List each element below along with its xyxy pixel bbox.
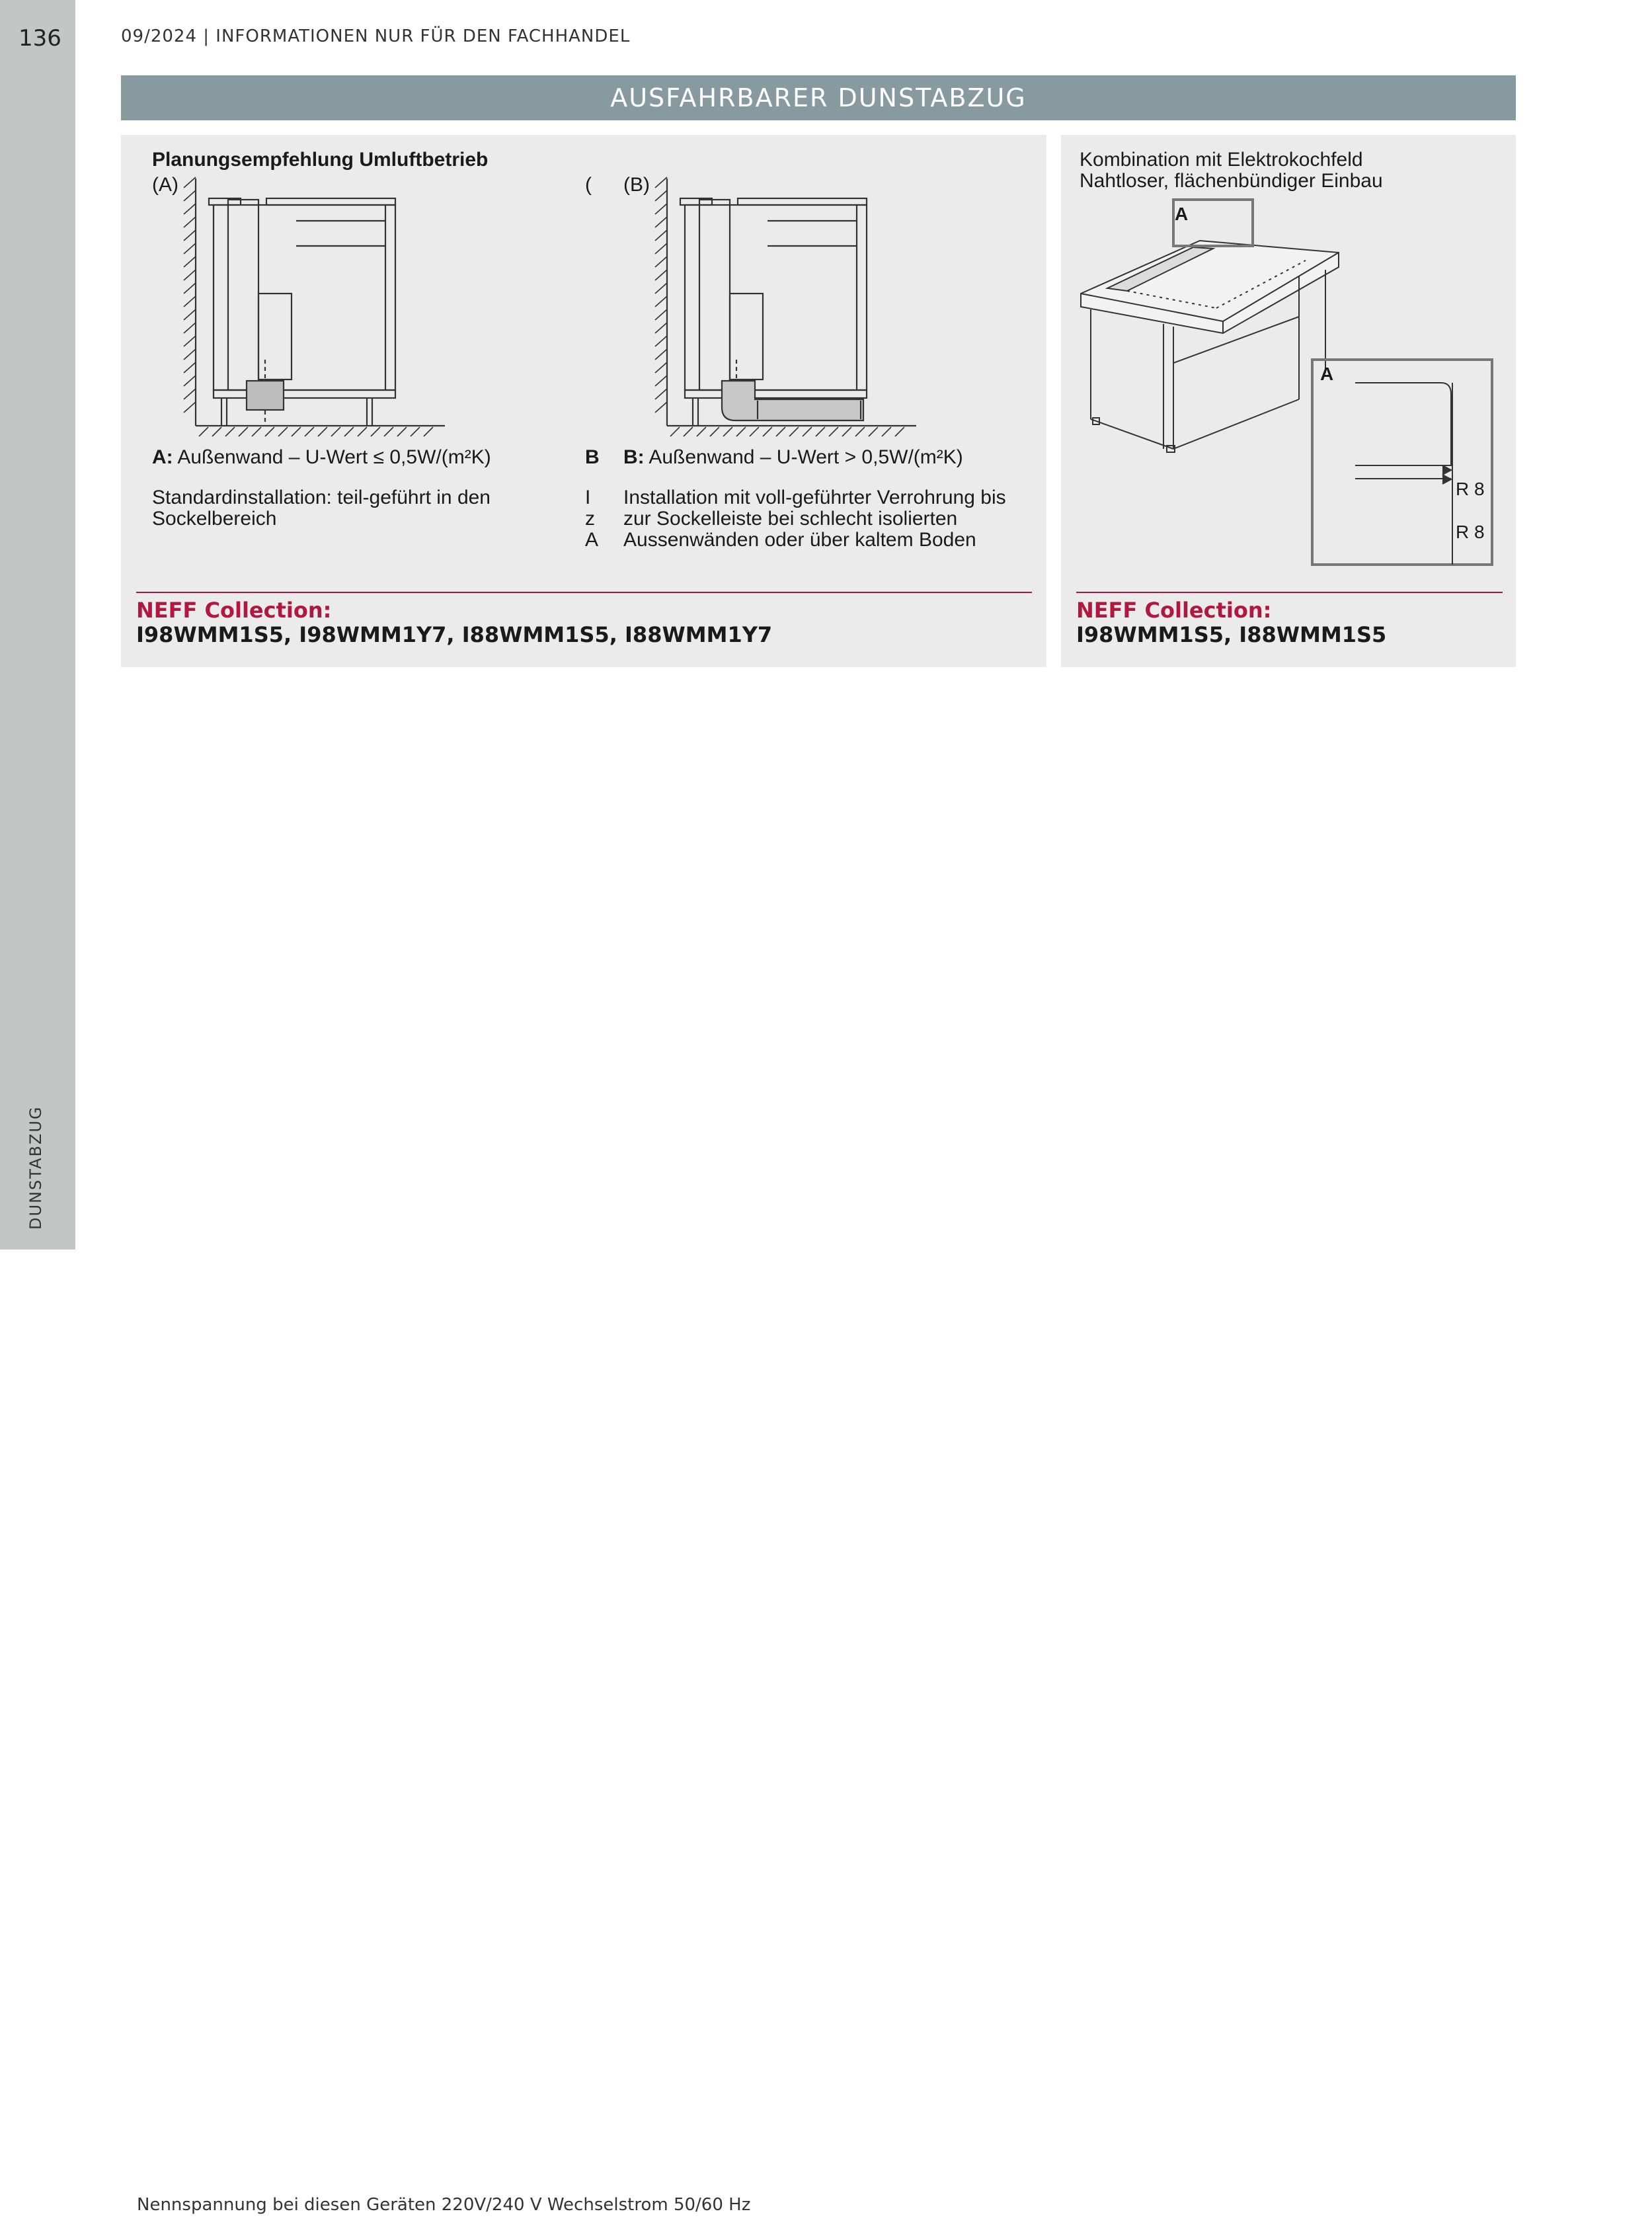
cooktop-island-drawing <box>1061 135 1516 667</box>
marker-a-top: A <box>1175 204 1189 224</box>
combination-line-1: Kombination mit Elektrokochfeld <box>1080 149 1363 171</box>
diagram-b-desc-2: zur Sockelleiste bei schlecht isolierten <box>623 508 958 530</box>
collection-label: NEFF Collection: <box>136 598 332 623</box>
side-tab <box>0 0 75 1250</box>
clipped-letter-3: z <box>585 508 595 530</box>
diagram-b-caption-key: B: <box>623 446 645 468</box>
clipped-letter-2: I <box>585 487 591 508</box>
diagram-b-caption-text: Außenwand – U-Wert > 0,5W/(m²K) <box>644 446 963 468</box>
combination-panel <box>1061 135 1516 667</box>
collection-models: I98WMM1S5, I98WMM1Y7, I88WMM1S5, I88WMM1Y7 <box>136 622 773 647</box>
combination-line-2: Nahtloser, flächenbündiger Einbau <box>1080 170 1383 192</box>
diagram-a-desc-2: Sockelbereich <box>152 508 277 530</box>
planning-heading: Planungsempfehlung Umluftbetrieb <box>152 149 489 171</box>
voltage-footnote: Nennspannung bei diesen Geräten 220V/240 V Wechselstrom 50/60 Hz <box>137 2195 751 2215</box>
clipped-letter-4: A <box>585 529 599 551</box>
section-title: AUSFAHRBARER DUNSTABZUG <box>610 83 1027 112</box>
collection-models-right: I98WMM1S5, I88WMM1S5 <box>1076 622 1387 647</box>
planning-panel <box>121 135 1046 667</box>
section-title-bar <box>121 75 1516 120</box>
diagram-a-caption-key: A: <box>152 446 173 468</box>
radius-label-2: R 8 <box>1456 522 1485 542</box>
collection-divider-right <box>1076 592 1503 593</box>
marker-a-detail: A <box>1320 364 1334 384</box>
diagram-a-desc-1: Standardinstallation: teil-geführt in den <box>152 487 491 508</box>
diagram-b-desc-3: Aussenwänden oder über kaltem Boden <box>623 529 976 551</box>
collection-label-right: NEFF Collection: <box>1076 598 1272 623</box>
page-header: 09/2024 | INFORMATIONEN NUR FÜR DEN FACHHANDEL <box>121 26 631 46</box>
diagram-a-label: (A) <box>152 174 178 196</box>
page-number: 136 <box>19 25 61 52</box>
radius-label-1: R 8 <box>1456 479 1485 499</box>
clipped-label: ( <box>585 174 592 196</box>
collection-divider <box>136 592 1032 593</box>
section-side-label: DUNSTABZUG <box>26 1105 45 1230</box>
diagram-b-caption <box>623 447 963 468</box>
clipped-letter-1: B <box>585 446 600 468</box>
diagram-b-drawing <box>121 135 1046 667</box>
diagram-b-label: (B) <box>623 174 650 196</box>
diagram-a-caption-text: Außenwand – U-Wert ≤ 0,5W/(m²K) <box>173 446 491 468</box>
diagram-b-desc-1: Installation mit voll-geführter Verrohrung bis <box>623 487 1006 508</box>
